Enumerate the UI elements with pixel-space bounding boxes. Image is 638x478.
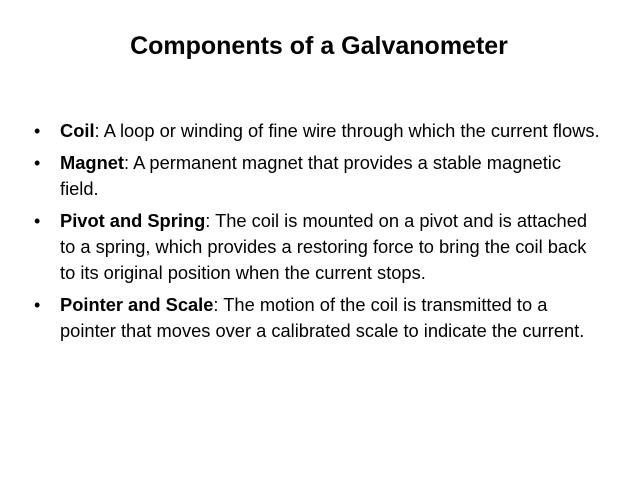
list-item-pointer-and-scale (34, 292, 600, 344)
term-separator: : (205, 210, 216, 231)
bullet-description: The coil is mounted on a pivot and is attached to a spring, which provides a restoring force to bring the coil back to its original position when the current stops. (60, 210, 588, 283)
bullet-term: Pointer and Scale (60, 294, 214, 315)
bullet-list (34, 118, 600, 350)
bullet-description: A permanent magnet that provides a stable magnetic field. (60, 152, 561, 199)
list-item-pivot-and-spring (34, 208, 600, 286)
bullet-term: Magnet (60, 152, 124, 173)
bullet-icon: • (34, 295, 41, 315)
term-separator: : (94, 120, 104, 141)
bullet-icon: • (34, 211, 41, 231)
bullet-icon: • (34, 153, 41, 173)
bullet-description: A loop or winding of fine wire through which the current flows. (103, 120, 600, 141)
term-separator: : (123, 152, 134, 173)
bullet-term: Coil (60, 120, 95, 141)
slide-title: Components of a Galvanometer (130, 32, 508, 60)
list-item-magnet (34, 150, 600, 202)
list-item-coil (34, 118, 600, 144)
bullet-icon: • (34, 121, 41, 141)
bullet-term: Pivot and Spring (60, 210, 206, 231)
bullet-description: The motion of the coil is transmitted to a pointer that moves over a calibrated scale to indicate the current. (60, 294, 585, 341)
term-separator: : (213, 294, 224, 315)
